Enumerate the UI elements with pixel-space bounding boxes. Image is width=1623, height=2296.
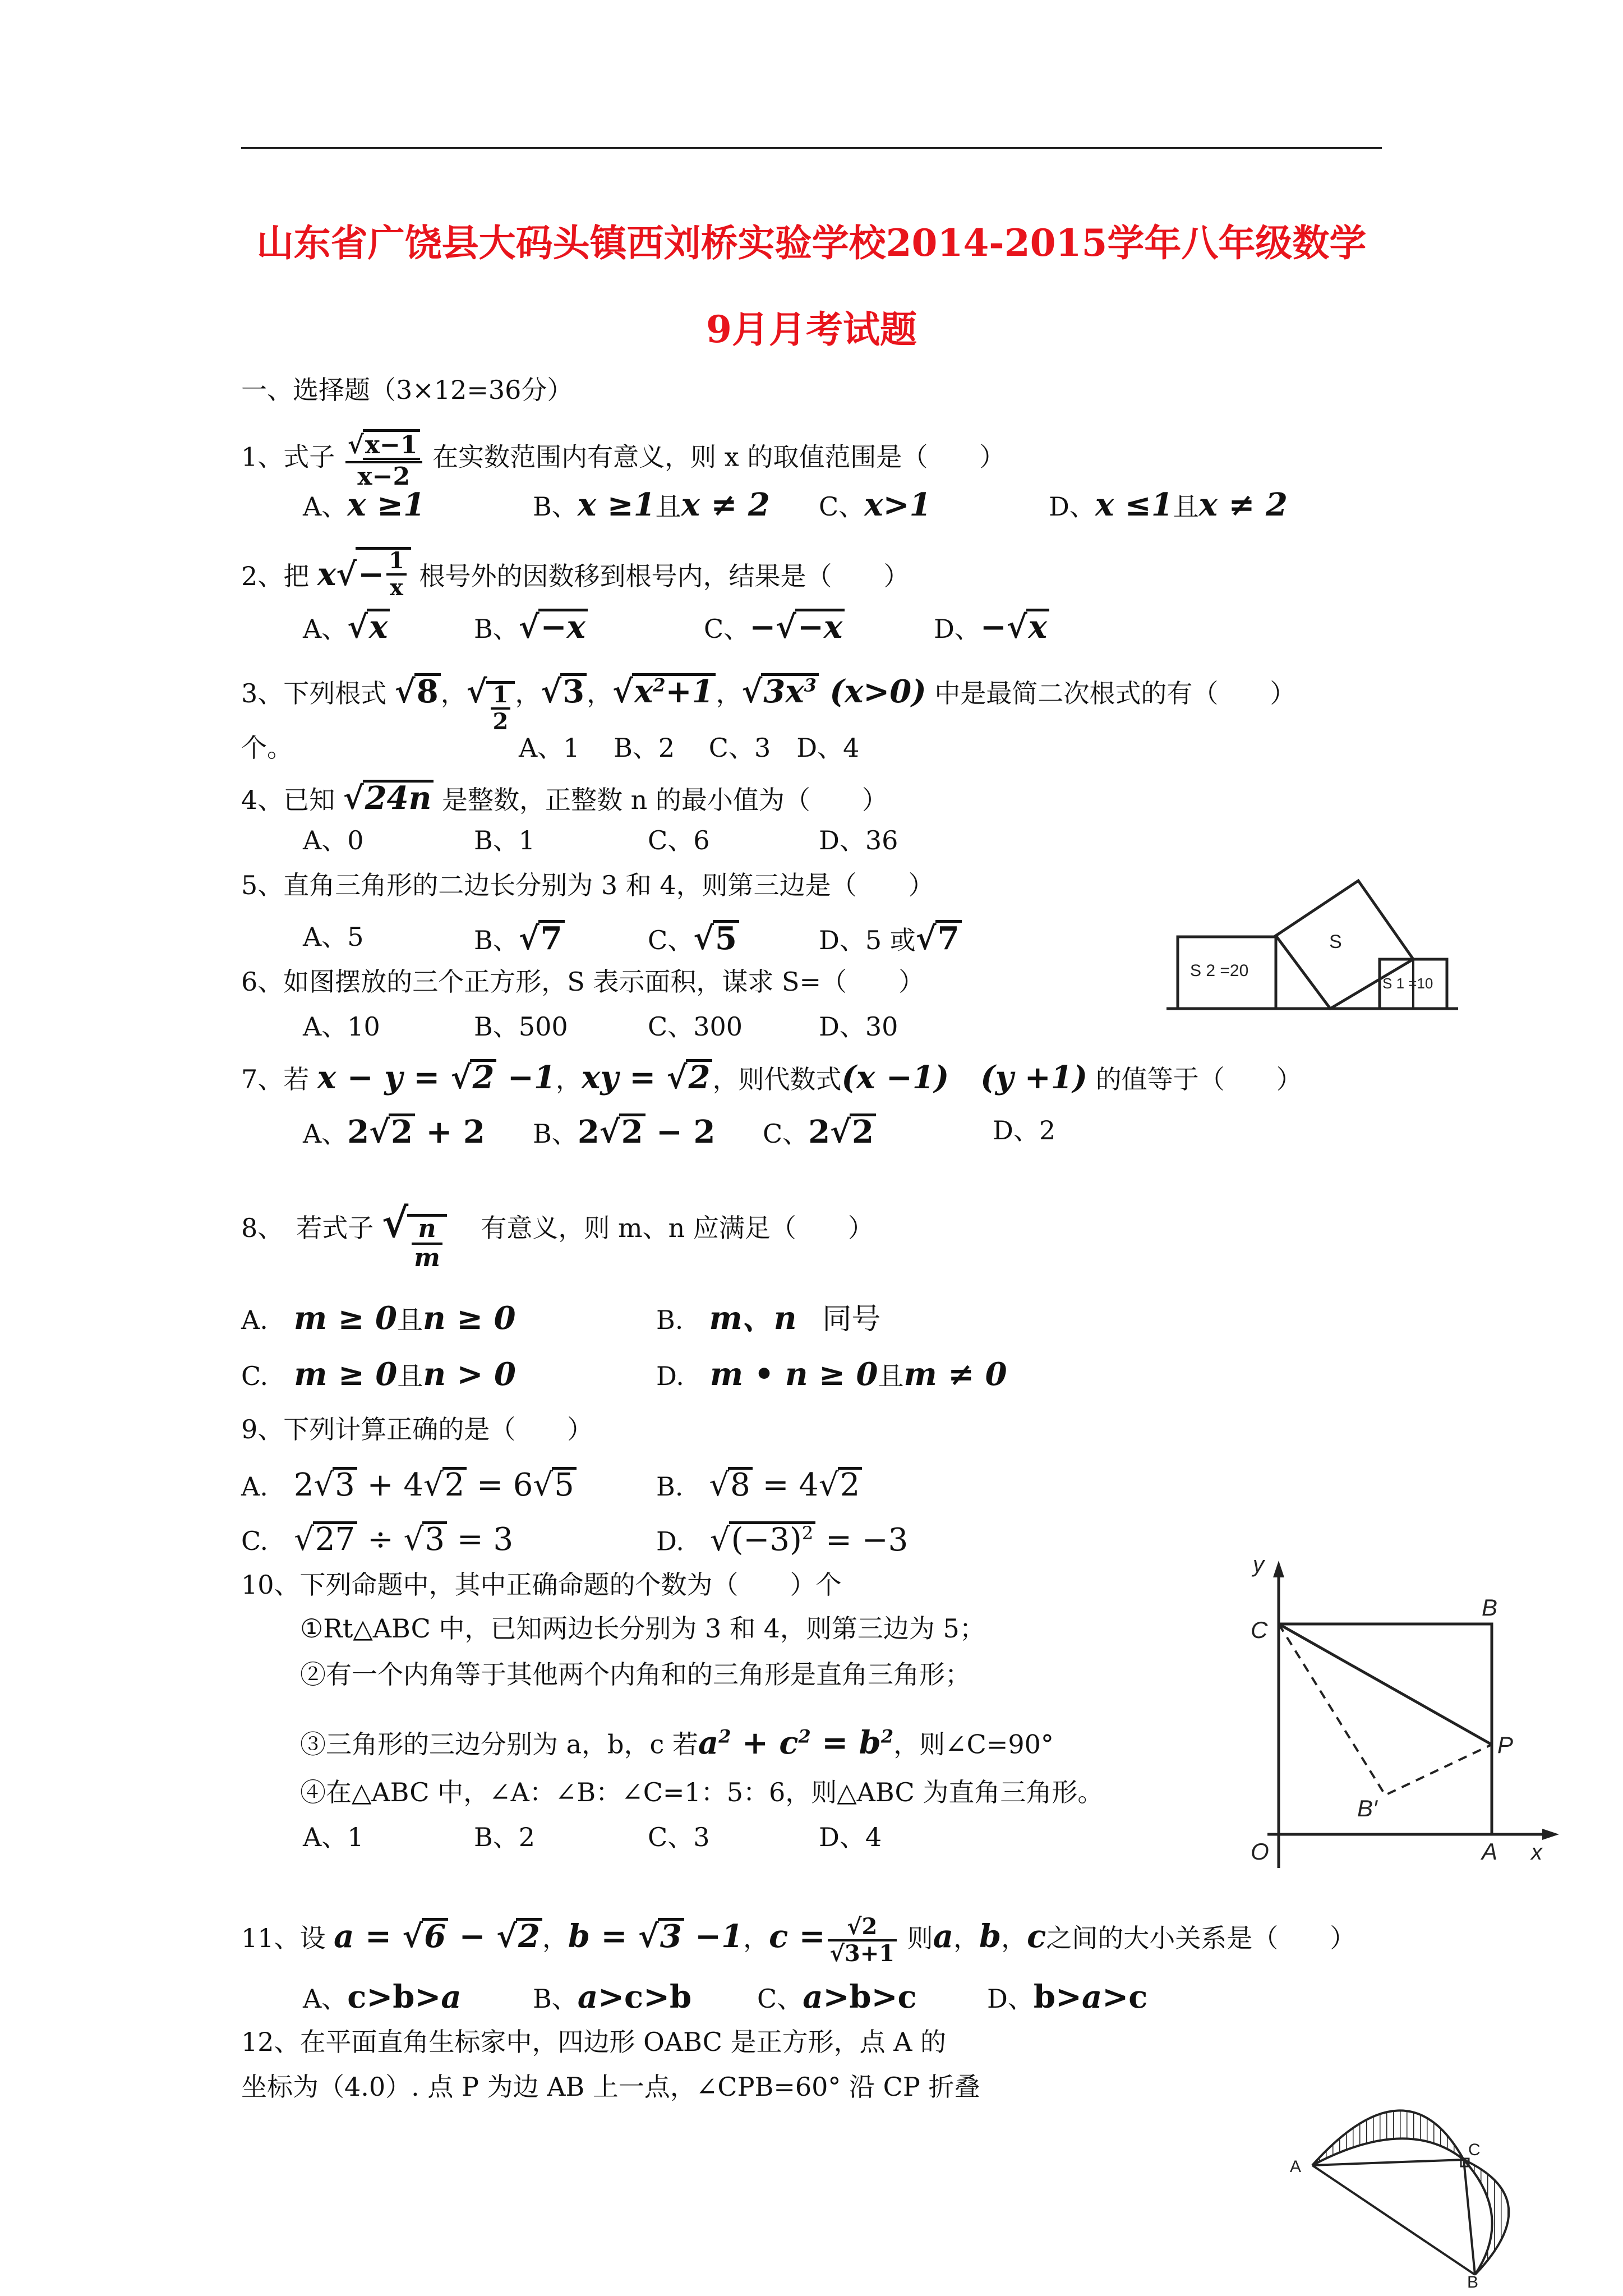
page-subtitle: 9月月考试题 bbox=[706, 307, 917, 351]
question-12-line2: 坐标为（4.0）. 点 P 为边 AB 上一点，∠CPB=60° 沿 CP 折叠 bbox=[241, 2072, 980, 2102]
question-2: 2、把 x√− $\frac{1}{x}$ 根号外的因数移到根号内，结果是（ ） bbox=[241, 547, 910, 601]
figure-square-fold bbox=[1217, 1554, 1565, 1879]
q8-option-b[interactable]: B. m、n 同号 bbox=[656, 1300, 881, 1337]
q10-statement-3: ③三角形的三边分别为 a，b，c 若$a^2 + c^2 = b^2$，则∠C=90° bbox=[300, 1724, 1054, 1761]
q2-option-b[interactable]: B、√−x bbox=[474, 609, 588, 646]
fig6-s-label: S bbox=[1329, 931, 1342, 953]
page-title: 山东省广饶县大码头镇西刘桥实验学校2014-2015学年八年级数学 bbox=[256, 221, 1367, 265]
question-5: 5、直角三角形的二边长分别为 3 和 4，则第三边是（ ） bbox=[241, 870, 934, 900]
header-rule bbox=[241, 147, 1382, 149]
q8-option-a[interactable]: A. m ≥ 0且n ≥ 0 bbox=[241, 1300, 516, 1337]
q7-option-c[interactable]: C、2√2 bbox=[763, 1114, 876, 1151]
q10-option-d[interactable]: D、4 bbox=[819, 1822, 882, 1852]
q2-option-c[interactable]: C、−√−x bbox=[704, 609, 845, 646]
q10-option-a[interactable]: A、1 bbox=[303, 1822, 364, 1852]
question-10: 10、下列命题中，其中正确命题的个数为（ ）个 bbox=[241, 1570, 842, 1600]
q6-option-d[interactable]: D、30 bbox=[819, 1011, 898, 1042]
q1-option-c[interactable]: C、x>1 bbox=[819, 486, 932, 523]
question-3: 3、下列根式 √8，√ $\frac{1}{2}$ ，√3，$√x^2+1$，$√3x^3$ (x>0) 中是最简二次根式的有（ ） bbox=[241, 673, 1296, 735]
q4-option-a[interactable]: A、0 bbox=[303, 825, 364, 855]
fig6-s2-label: S 2 =20 bbox=[1190, 961, 1249, 980]
question-11: 11、设 a = √6 − √2，b = √3 −1，c = $\frac{√2}{√3+1}$ 则a，b，c之间的大小关系是（ ） bbox=[241, 1913, 1356, 1967]
q11-option-c[interactable]: C、a>b>c bbox=[757, 1978, 917, 2016]
q8-option-d[interactable]: D. m • n ≥ 0且m ≠ 0 bbox=[656, 1356, 1007, 1393]
q6-option-c[interactable]: C、300 bbox=[648, 1011, 743, 1042]
section-heading: 一、选择题（3×12=36分） bbox=[241, 375, 573, 405]
q5-option-d[interactable]: D、5 或√7 bbox=[819, 920, 962, 957]
q2-option-d[interactable]: D、−√x bbox=[934, 609, 1049, 646]
q5-option-a[interactable]: A、5 bbox=[303, 922, 364, 952]
fig12-a-label: A bbox=[1290, 2157, 1302, 2176]
fig12-b-label: B bbox=[1467, 2273, 1479, 2289]
q11-option-d[interactable]: D、b>a>c bbox=[987, 1978, 1148, 2016]
fig10-bprime-label: B′ bbox=[1357, 1795, 1377, 1821]
question-4: 4、已知 √24n 是整数，正整数 n 的最小值为（ ） bbox=[241, 780, 888, 817]
q9-option-a[interactable]: A. 2√3 + 4√2 = 6√5 bbox=[241, 1467, 577, 1503]
q4-option-b[interactable]: B、1 bbox=[474, 825, 536, 855]
q10-option-b[interactable]: B、2 bbox=[474, 1822, 536, 1852]
question-12: 12、在平面直角生标家中，四边形 OABC 是正方形，点 A 的 bbox=[241, 2027, 947, 2057]
q6-option-b[interactable]: B、500 bbox=[474, 1011, 568, 1042]
q3-options[interactable]: A、1 B、2 C、3 D、4 bbox=[519, 733, 860, 763]
figure-three-squares bbox=[1155, 864, 1469, 1021]
q8-option-c[interactable]: C. m ≥ 0且n > 0 bbox=[241, 1356, 516, 1393]
q1-option-a[interactable]: A、x ≥1 bbox=[303, 486, 426, 523]
fig10-b-label: B bbox=[1482, 1594, 1498, 1621]
q4-option-d[interactable]: D、36 bbox=[819, 825, 898, 855]
q10-option-c[interactable]: C、3 bbox=[648, 1822, 710, 1852]
q6-option-a[interactable]: A、10 bbox=[303, 1011, 380, 1042]
q7-option-d[interactable]: D、2 bbox=[993, 1115, 1056, 1145]
fig10-a-label: A bbox=[1482, 1838, 1498, 1865]
q4-option-c[interactable]: C、6 bbox=[648, 825, 710, 855]
q1-option-b[interactable]: B、x ≥1且x ≠ 2 bbox=[533, 486, 770, 523]
fig10-o-label: O bbox=[1251, 1838, 1269, 1865]
question-7: 7、若 x − y = √2 −1，xy = √2，则代数式(x −1) (y +1) 的值等于（ ） bbox=[241, 1059, 1302, 1096]
fig10-x-label: x bbox=[1531, 1840, 1542, 1865]
q2-option-a[interactable]: A、√x bbox=[303, 609, 390, 646]
question-6: 6、如图摆放的三个正方形，S 表示面积，谋求 S=（ ） bbox=[241, 967, 925, 997]
q11-option-b[interactable]: B、a>c>b bbox=[533, 1978, 692, 2016]
q11-option-a[interactable]: A、c>b>a bbox=[303, 1978, 462, 2016]
q10-statement-2: ②有一个内角等于其他两个内角和的三角形是直角三角形； bbox=[300, 1659, 971, 1690]
fig10-y-label: y bbox=[1253, 1554, 1264, 1577]
q7-option-b[interactable]: B、2√2 − 2 bbox=[533, 1114, 716, 1151]
fig6-s1-label: S 1 =10 bbox=[1382, 975, 1433, 992]
q5-option-c[interactable]: C、√5 bbox=[648, 920, 739, 957]
q7-option-a[interactable]: A、2√2 + 2 bbox=[303, 1114, 485, 1151]
q9-option-c[interactable]: C. √27 ÷ √3 = 3 bbox=[241, 1521, 514, 1558]
fig12-c-label: C bbox=[1468, 2141, 1481, 2159]
q10-statement-1: ①Rt△ABC 中，已知两边长分别为 3 和 4，则第三边为 5； bbox=[300, 1613, 985, 1644]
q1-option-d[interactable]: D、x ≤1且x ≠ 2 bbox=[1049, 486, 1288, 523]
figure-semicircles bbox=[1279, 2092, 1559, 2289]
q9-option-b[interactable]: B. √8 = 4√2 bbox=[656, 1467, 862, 1503]
question-3-line2: 个。 bbox=[241, 733, 293, 763]
fig10-p-label: P bbox=[1497, 1732, 1514, 1758]
q9-option-d[interactable]: D. $√(-3)^2 = -3$ bbox=[656, 1521, 909, 1558]
question-9: 9、下列计算正确的是（ ） bbox=[241, 1414, 593, 1444]
q10-statement-4: ④在△ABC 中，∠A：∠B：∠C=1：5：6，则△ABC 为直角三角形。 bbox=[300, 1777, 1104, 1807]
fig10-c-label: C bbox=[1251, 1617, 1268, 1643]
question-1: 1、式子 $\frac{√x-1}{x-2}$ 在实数范围内有意义，则 x 的取值范围是（ ） bbox=[241, 429, 1005, 489]
question-8: 8、 若式子 √ $\frac{n}{m}$ 有意义，则 m、n 应满足（ ） bbox=[241, 1199, 874, 1272]
q5-option-b[interactable]: B、√7 bbox=[474, 920, 565, 957]
